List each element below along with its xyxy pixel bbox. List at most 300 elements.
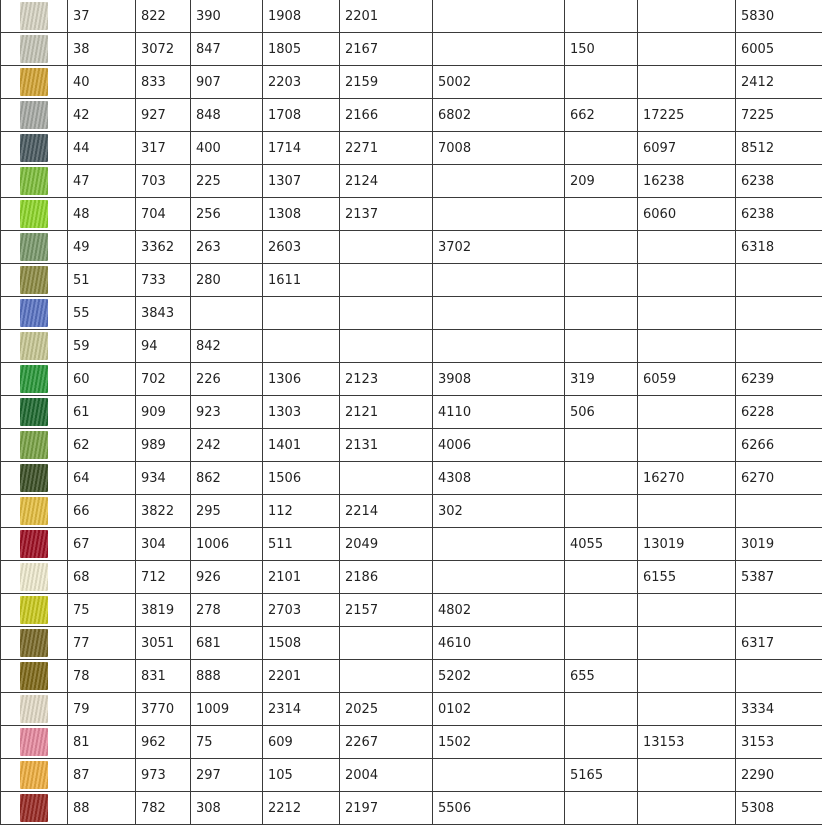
- table-cell: 3908: [433, 363, 565, 396]
- table-cell: 2159: [340, 66, 433, 99]
- table-cell: 782: [136, 792, 191, 825]
- table-cell: 848: [191, 99, 263, 132]
- table-cell: 962: [136, 726, 191, 759]
- table-cell: [638, 264, 736, 297]
- table-cell: [340, 330, 433, 363]
- table-cell: 2124: [340, 165, 433, 198]
- table-cell: 2201: [263, 660, 340, 693]
- table-cell: 847: [191, 33, 263, 66]
- table-cell: 226: [191, 363, 263, 396]
- thread-color-swatch: [20, 2, 48, 30]
- table-cell: 297: [191, 759, 263, 792]
- swatch-cell: [1, 792, 68, 825]
- table-cell: 842: [191, 330, 263, 363]
- table-cell: 49: [68, 231, 136, 264]
- table-cell: 62: [68, 429, 136, 462]
- table-cell: [433, 264, 565, 297]
- table-cell: 6155: [638, 561, 736, 594]
- table-cell: 831: [136, 660, 191, 693]
- table-cell: [736, 264, 823, 297]
- table-cell: 1401: [263, 429, 340, 462]
- table-cell: 17225: [638, 99, 736, 132]
- swatch-cell: [1, 495, 68, 528]
- table-cell: 1506: [263, 462, 340, 495]
- swatch-cell: [1, 330, 68, 363]
- table-cell: 927: [136, 99, 191, 132]
- table-cell: 4308: [433, 462, 565, 495]
- thread-color-swatch: [20, 266, 48, 294]
- table-cell: 2167: [340, 33, 433, 66]
- table-cell: 926: [191, 561, 263, 594]
- table-cell: 862: [191, 462, 263, 495]
- table-cell: 3702: [433, 231, 565, 264]
- table-cell: 2603: [263, 231, 340, 264]
- table-cell: 2186: [340, 561, 433, 594]
- thread-color-swatch: [20, 728, 48, 756]
- table-cell: 2166: [340, 99, 433, 132]
- table-cell: 1308: [263, 198, 340, 231]
- table-cell: 105: [263, 759, 340, 792]
- thread-color-swatch: [20, 134, 48, 162]
- table-cell: 1508: [263, 627, 340, 660]
- thread-color-swatch: [20, 629, 48, 657]
- table-cell: 2412: [736, 66, 823, 99]
- table-cell: 3019: [736, 528, 823, 561]
- table-cell: [736, 330, 823, 363]
- table-row: [1, 561, 823, 594]
- table-cell: 1307: [263, 165, 340, 198]
- table-cell: 2703: [263, 594, 340, 627]
- table-cell: 5830: [736, 0, 823, 33]
- table-cell: [638, 330, 736, 363]
- table-row: [1, 462, 823, 495]
- table-cell: [565, 627, 638, 660]
- table-cell: 655: [565, 660, 638, 693]
- table-cell: 150: [565, 33, 638, 66]
- table-row: [1, 495, 823, 528]
- table-cell: 390: [191, 0, 263, 33]
- table-cell: [736, 297, 823, 330]
- swatch-cell: [1, 396, 68, 429]
- table-row: [1, 165, 823, 198]
- table-cell: 822: [136, 0, 191, 33]
- table-cell: 1006: [191, 528, 263, 561]
- table-cell: [565, 330, 638, 363]
- table-cell: [638, 297, 736, 330]
- thread-color-swatch: [20, 497, 48, 525]
- table-cell: 506: [565, 396, 638, 429]
- table-cell: 42: [68, 99, 136, 132]
- table-cell: [565, 198, 638, 231]
- swatch-cell: [1, 462, 68, 495]
- table-cell: [263, 330, 340, 363]
- table-cell: 67: [68, 528, 136, 561]
- table-cell: 989: [136, 429, 191, 462]
- table-cell: 6238: [736, 165, 823, 198]
- table-cell: 256: [191, 198, 263, 231]
- table-row: [1, 660, 823, 693]
- swatch-cell: [1, 363, 68, 396]
- table-cell: 973: [136, 759, 191, 792]
- table-cell: 2203: [263, 66, 340, 99]
- table-cell: 64: [68, 462, 136, 495]
- table-cell: 317: [136, 132, 191, 165]
- table-cell: 2049: [340, 528, 433, 561]
- table-cell: 6270: [736, 462, 823, 495]
- table-cell: [191, 297, 263, 330]
- table-cell: 681: [191, 627, 263, 660]
- table-cell: 2214: [340, 495, 433, 528]
- table-cell: 87: [68, 759, 136, 792]
- table-cell: 47: [68, 165, 136, 198]
- table-cell: [433, 0, 565, 33]
- table-cell: 6097: [638, 132, 736, 165]
- table-cell: 7008: [433, 132, 565, 165]
- thread-color-swatch: [20, 233, 48, 261]
- thread-color-swatch: [20, 530, 48, 558]
- table-cell: 6059: [638, 363, 736, 396]
- table-cell: [638, 429, 736, 462]
- table-cell: [638, 66, 736, 99]
- swatch-cell: [1, 0, 68, 33]
- table-cell: 55: [68, 297, 136, 330]
- table-cell: 6318: [736, 231, 823, 264]
- table-cell: 60: [68, 363, 136, 396]
- table-row: [1, 363, 823, 396]
- table-row: [1, 264, 823, 297]
- table-cell: 2314: [263, 693, 340, 726]
- table-cell: [638, 495, 736, 528]
- table-cell: [736, 495, 823, 528]
- table-row: [1, 726, 823, 759]
- table-cell: 6266: [736, 429, 823, 462]
- table-cell: 16270: [638, 462, 736, 495]
- table-cell: 6238: [736, 198, 823, 231]
- table-cell: 702: [136, 363, 191, 396]
- table-cell: 242: [191, 429, 263, 462]
- table-cell: 2025: [340, 693, 433, 726]
- table-cell: [638, 0, 736, 33]
- table-cell: [638, 792, 736, 825]
- table-cell: [433, 759, 565, 792]
- table-cell: 4802: [433, 594, 565, 627]
- table-cell: 1611: [263, 264, 340, 297]
- table-cell: [340, 462, 433, 495]
- table-cell: 2004: [340, 759, 433, 792]
- thread-color-swatch: [20, 332, 48, 360]
- table-cell: [433, 33, 565, 66]
- table-cell: 1708: [263, 99, 340, 132]
- table-cell: [638, 33, 736, 66]
- table-cell: 2121: [340, 396, 433, 429]
- swatch-cell: [1, 627, 68, 660]
- table-cell: 4055: [565, 528, 638, 561]
- table-cell: 319: [565, 363, 638, 396]
- swatch-cell: [1, 198, 68, 231]
- table-cell: 304: [136, 528, 191, 561]
- table-cell: 888: [191, 660, 263, 693]
- table-cell: 3334: [736, 693, 823, 726]
- table-cell: [565, 264, 638, 297]
- table-cell: [565, 726, 638, 759]
- table-cell: 2101: [263, 561, 340, 594]
- table-cell: 3819: [136, 594, 191, 627]
- table-cell: [433, 198, 565, 231]
- table-cell: [340, 297, 433, 330]
- table-row: [1, 297, 823, 330]
- table-cell: 0102: [433, 693, 565, 726]
- table-cell: 263: [191, 231, 263, 264]
- table-row: [1, 594, 823, 627]
- table-cell: [565, 66, 638, 99]
- table-cell: 3072: [136, 33, 191, 66]
- table-cell: [736, 660, 823, 693]
- table-row: [1, 231, 823, 264]
- thread-color-swatch: [20, 68, 48, 96]
- table-cell: 66: [68, 495, 136, 528]
- table-cell: 16238: [638, 165, 736, 198]
- thread-color-swatch: [20, 464, 48, 492]
- thread-color-swatch: [20, 695, 48, 723]
- thread-color-swatch: [20, 662, 48, 690]
- table-cell: 1303: [263, 396, 340, 429]
- table-cell: [565, 495, 638, 528]
- table-cell: 225: [191, 165, 263, 198]
- table-cell: [565, 231, 638, 264]
- table-cell: [638, 759, 736, 792]
- swatch-cell: [1, 660, 68, 693]
- table-cell: 38: [68, 33, 136, 66]
- swatch-cell: [1, 594, 68, 627]
- table-cell: 5387: [736, 561, 823, 594]
- table-cell: 61: [68, 396, 136, 429]
- table-cell: 77: [68, 627, 136, 660]
- table-cell: 3362: [136, 231, 191, 264]
- table-cell: [340, 660, 433, 693]
- table-cell: 6005: [736, 33, 823, 66]
- table-row: [1, 330, 823, 363]
- table-cell: 5308: [736, 792, 823, 825]
- table-row: [1, 99, 823, 132]
- table-row: [1, 66, 823, 99]
- table-cell: 5506: [433, 792, 565, 825]
- swatch-cell: [1, 165, 68, 198]
- thread-color-swatch: [20, 101, 48, 129]
- table-cell: 79: [68, 693, 136, 726]
- table-row: [1, 759, 823, 792]
- swatch-cell: [1, 132, 68, 165]
- table-row: [1, 132, 823, 165]
- thread-color-swatch: [20, 596, 48, 624]
- table-cell: 2157: [340, 594, 433, 627]
- table-cell: 280: [191, 264, 263, 297]
- table-cell: 511: [263, 528, 340, 561]
- table-cell: [638, 231, 736, 264]
- table-cell: [565, 462, 638, 495]
- table-cell: 1502: [433, 726, 565, 759]
- table-cell: 48: [68, 198, 136, 231]
- table-cell: 923: [191, 396, 263, 429]
- table-cell: [638, 627, 736, 660]
- table-cell: 6239: [736, 363, 823, 396]
- table-cell: [638, 660, 736, 693]
- page-right-margin: [822, 0, 836, 825]
- table-cell: 3153: [736, 726, 823, 759]
- table-row: [1, 0, 823, 33]
- swatch-cell: [1, 528, 68, 561]
- table-cell: 81: [68, 726, 136, 759]
- table-cell: [433, 528, 565, 561]
- table-cell: [433, 330, 565, 363]
- table-cell: 295: [191, 495, 263, 528]
- table-cell: [340, 264, 433, 297]
- thread-color-swatch: [20, 761, 48, 789]
- table-cell: 3843: [136, 297, 191, 330]
- table-cell: 94: [136, 330, 191, 363]
- table-cell: 302: [433, 495, 565, 528]
- table-cell: 4110: [433, 396, 565, 429]
- table-cell: 2131: [340, 429, 433, 462]
- table-cell: 934: [136, 462, 191, 495]
- table-cell: 4006: [433, 429, 565, 462]
- swatch-cell: [1, 33, 68, 66]
- table-cell: 8512: [736, 132, 823, 165]
- table-cell: 6228: [736, 396, 823, 429]
- table-cell: [263, 297, 340, 330]
- table-cell: [565, 792, 638, 825]
- table-row: [1, 198, 823, 231]
- table-row: [1, 429, 823, 462]
- table-cell: [565, 429, 638, 462]
- table-cell: 6060: [638, 198, 736, 231]
- table-cell: 3770: [136, 693, 191, 726]
- table-cell: 6317: [736, 627, 823, 660]
- table-cell: 51: [68, 264, 136, 297]
- thread-color-swatch: [20, 563, 48, 591]
- swatch-cell: [1, 561, 68, 594]
- table-cell: 5002: [433, 66, 565, 99]
- table-cell: 704: [136, 198, 191, 231]
- table-cell: 5202: [433, 660, 565, 693]
- table-row: [1, 627, 823, 660]
- table-cell: 13153: [638, 726, 736, 759]
- table-cell: 2197: [340, 792, 433, 825]
- table-cell: [565, 693, 638, 726]
- thread-color-swatch: [20, 794, 48, 822]
- table-cell: 907: [191, 66, 263, 99]
- table-cell: [433, 297, 565, 330]
- table-cell: 1009: [191, 693, 263, 726]
- table-cell: 75: [68, 594, 136, 627]
- table-cell: 44: [68, 132, 136, 165]
- table-cell: 2290: [736, 759, 823, 792]
- thread-color-swatch: [20, 299, 48, 327]
- table-cell: 75: [191, 726, 263, 759]
- table-cell: [736, 594, 823, 627]
- table-cell: [433, 165, 565, 198]
- thread-color-swatch: [20, 398, 48, 426]
- thread-color-swatch: [20, 200, 48, 228]
- swatch-cell: [1, 693, 68, 726]
- table-row: [1, 693, 823, 726]
- swatch-cell: [1, 264, 68, 297]
- swatch-cell: [1, 231, 68, 264]
- table-cell: 2123: [340, 363, 433, 396]
- table-cell: 1805: [263, 33, 340, 66]
- table-cell: 2137: [340, 198, 433, 231]
- table-row: [1, 792, 823, 825]
- swatch-cell: [1, 726, 68, 759]
- table-cell: 209: [565, 165, 638, 198]
- table-row: [1, 33, 823, 66]
- table-cell: 112: [263, 495, 340, 528]
- swatch-cell: [1, 429, 68, 462]
- table-cell: 712: [136, 561, 191, 594]
- table-cell: [433, 561, 565, 594]
- table-cell: [565, 561, 638, 594]
- table-cell: [565, 0, 638, 33]
- table-cell: 4610: [433, 627, 565, 660]
- table-cell: 2201: [340, 0, 433, 33]
- table-cell: 733: [136, 264, 191, 297]
- table-row: [1, 396, 823, 429]
- table-cell: [638, 693, 736, 726]
- table-cell: 662: [565, 99, 638, 132]
- table-cell: [638, 396, 736, 429]
- swatch-cell: [1, 99, 68, 132]
- table-cell: [340, 627, 433, 660]
- thread-color-swatch: [20, 35, 48, 63]
- table-cell: 2267: [340, 726, 433, 759]
- table-cell: 6802: [433, 99, 565, 132]
- table-cell: 609: [263, 726, 340, 759]
- table-cell: [565, 594, 638, 627]
- table-cell: 37: [68, 0, 136, 33]
- table-cell: 400: [191, 132, 263, 165]
- table-cell: 59: [68, 330, 136, 363]
- table-row: [1, 528, 823, 561]
- table-cell: 3051: [136, 627, 191, 660]
- swatch-cell: [1, 297, 68, 330]
- table-cell: 13019: [638, 528, 736, 561]
- table-cell: 78: [68, 660, 136, 693]
- table-cell: 5165: [565, 759, 638, 792]
- table-cell: 1306: [263, 363, 340, 396]
- table-cell: 1908: [263, 0, 340, 33]
- table-body: [1, 0, 823, 825]
- table-cell: [565, 297, 638, 330]
- table-cell: 1714: [263, 132, 340, 165]
- table-cell: 68: [68, 561, 136, 594]
- thread-color-swatch: [20, 365, 48, 393]
- thread-color-swatch: [20, 167, 48, 195]
- table-cell: 278: [191, 594, 263, 627]
- table-cell: 88: [68, 792, 136, 825]
- table-cell: 2271: [340, 132, 433, 165]
- table-cell: 40: [68, 66, 136, 99]
- table-cell: [638, 594, 736, 627]
- table-cell: 833: [136, 66, 191, 99]
- table-cell: [340, 231, 433, 264]
- table-cell: 308: [191, 792, 263, 825]
- table-cell: 909: [136, 396, 191, 429]
- table-cell: 2212: [263, 792, 340, 825]
- thread-color-swatch: [20, 431, 48, 459]
- swatch-cell: [1, 66, 68, 99]
- swatch-cell: [1, 759, 68, 792]
- table-cell: 703: [136, 165, 191, 198]
- table-cell: [565, 132, 638, 165]
